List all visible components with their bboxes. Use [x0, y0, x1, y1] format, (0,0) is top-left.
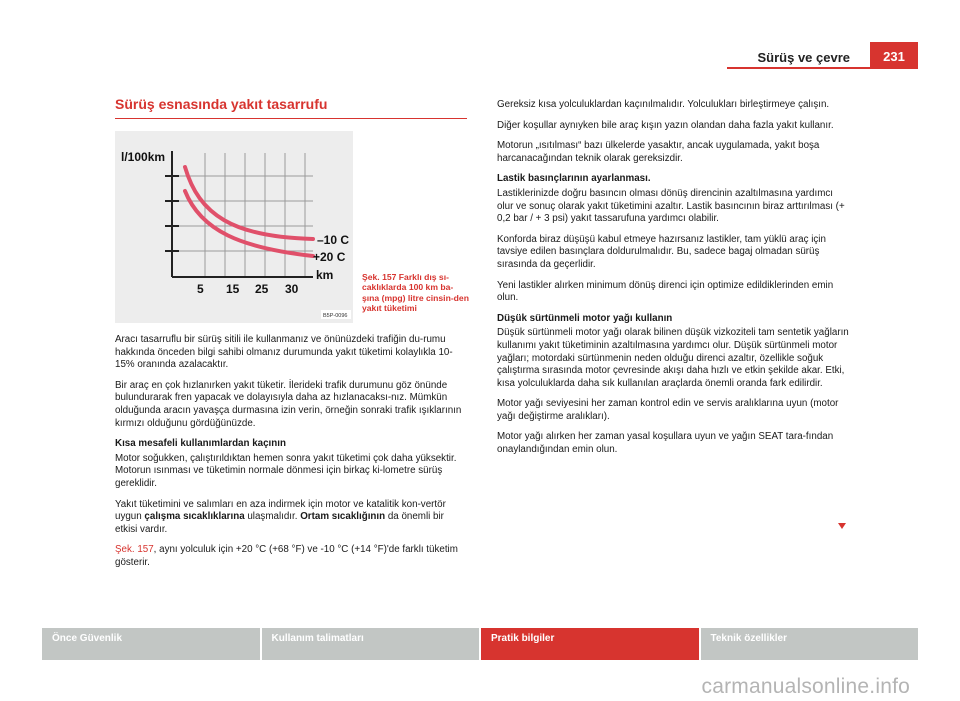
grid — [172, 153, 313, 277]
watermark-bar — [0, 672, 960, 701]
page-number: 231 — [870, 42, 918, 69]
footer-tab-technical[interactable]: Teknik özellikler — [701, 628, 919, 660]
right-column — [497, 99, 849, 465]
subheading: Kısa mesafeli kullanımlardan kaçının — [115, 438, 286, 450]
x-tick-label: 5 — [197, 282, 204, 296]
paragraph: Aracı tasarruflu bir sürüş sitili ile kullanmanız ve önünüzdeki trafiğin du-rumu hakkında önceden bilgi sahibi olmanız durumunda yakıt tüketimi kolaylıkla 10-15% oranında azalacaktır. — [115, 334, 453, 371]
subheading: Düşük sürtünmeli motor yağı kullanın — [497, 312, 673, 324]
x-tick-label: 25 — [255, 282, 269, 296]
footer-nav — [42, 628, 918, 660]
y-axis-label: l/100km — [121, 150, 166, 164]
left-column — [115, 334, 467, 578]
text-run: Yakıt tüketimini ve salımları en aza indirmek için motor ve katalitik kon-vertör uygun — [115, 498, 446, 523]
x-tick-label: 15 — [226, 282, 240, 296]
header-title: Sürüş ve çevre — [757, 50, 850, 65]
figure-caption: Şek. 157 Farklı dış sı-caklıklarda 100 km ba-şına (mpg) litre cinsin-den yakıt tüketimi — [362, 272, 469, 314]
text-run: , aynı yolculuk için +20 °C (+68 °F) ve -10 °C (+14 °F)'de farklı tüketim gösterir. — [115, 544, 458, 568]
curve-minus-10c — [185, 167, 313, 239]
label-minus-10c: –10 C — [317, 233, 350, 247]
x-axis-label: km — [316, 268, 334, 282]
figure-reference-link[interactable]: Şek. 157 — [115, 544, 154, 556]
footer-tab-operation[interactable]: Kullanım talimatları — [262, 628, 480, 660]
paragraph: Gereksiz kısa yolculuklardan kaçınılmalıdır. Yolculukları birleştirmeye çalışın. — [497, 99, 830, 110]
consumption-diagram — [115, 131, 353, 323]
paragraph: Yeni lastikler alırken minimum dönüş direnci için optimize edildiklerinden emin olun. — [497, 279, 834, 304]
section-title: Sürüş esnasında yakıt tasarrufu — [115, 96, 328, 112]
paragraph: Lastiklerinizde doğru basıncın olması dönüş direncinin azaltılmasına yardımcı olur ve sonuç olarak yakıt tüketimini azaltır. Lastik basıncının biraz arttırılması (+ 0,2 bar / + 3 psi) yakıt tassarufuna yardımcı olabilir. — [497, 187, 845, 225]
bold-term: Ortam sıcaklığının — [300, 511, 386, 523]
consumption-figure — [115, 131, 353, 323]
section-rule — [115, 118, 467, 119]
paragraph: Motor soğukken, çalıştırıldıktan hemen sonra yakıt tüketimi çok daha yüksektir. Motorun ısınması ve tüketimin normale dönmesi için birkaç ki-lometre sürüş gereklidir. — [115, 452, 457, 489]
paragraph — [115, 499, 467, 537]
paragraph — [115, 544, 467, 569]
x-tick-label: 30 — [285, 282, 299, 296]
subheading: Lastik basınçlarının ayarlanması. — [497, 173, 651, 185]
paragraph: Düşük sürtünmeli motor yağı olarak bilinen düşük vizkoziteli tam sentetik yağların kullanımı yakıt tüketiminin azaltılmasına yardımcı olur. Düşük sürtünmeli motor yağları; motordaki sürtünmenin neden olduğu direnci azaltır, özellikle soğuk çalıştırma sırasında motor çevresinde akışı daha hızlı ve etkin şekilde akar. Etki, kısa yolculuklarda daha sık kullanılan araçlarda önemli oranda fark edilirdir. — [497, 327, 849, 389]
paragraph: Bir araç en çok hızlanırken yakıt tüketir. İlerideki trafik durumunu göz önünde bulundurarak fren yapacak ve dolayısıyla daha az hızlanacaksı-nız. Mümkün olduğunda aracın yavaşça durmasına izin verin, örneğin sonraki trafik ışıklarının kırmızı olduğunu gördüğünüzde. — [115, 379, 462, 429]
footer-tab-practical[interactable]: Pratik bilgiler — [481, 628, 699, 660]
header-rule — [727, 67, 917, 69]
paragraph: Konforda biraz düşüşü kabul etmeye hazırsanız lastikler, tam yüklü araç için tavsiye edilen basınçlara doldurulmalıdır. Bu, sadece bagaj olmadan sürüş sırasında da geçerlidir. — [497, 233, 826, 270]
label-plus-20c: +20 C — [313, 250, 346, 264]
paragraph: Diğer koşullar aynıyken bile araç kışın yazın olandan daha fazla yakıt kullanır. — [497, 119, 834, 131]
text-run: da önemli bir etkisi vardır. — [115, 511, 444, 535]
paragraph: Motor yağı seviyesini her zaman kontrol edin ve servis aralıklarına uyun (motor yağı değiştirme aralıkları). — [497, 398, 839, 422]
watermark-text: carmanualsonline.info — [701, 675, 910, 698]
paragraph: Motorun „ısıtılması“ bazı ülkelerde yasaktır, ancak uygulamada, yakıt boşa harcanacağından teknik olarak gereksizdir. — [497, 140, 820, 164]
figure-code: B5P-0096 — [323, 313, 348, 319]
bold-term: çalışma sıcaklıklarına — [144, 511, 245, 523]
continue-arrow-icon — [838, 523, 846, 529]
paragraph: Motor yağı alırken her zaman yasal koşullara uyun ve yağın SEAT tara-fından onaylandığından emin olun. — [497, 431, 834, 456]
text-run: ulaşmalıdır. — [244, 511, 301, 523]
footer-tab-safety[interactable]: Önce Güvenlik — [42, 628, 260, 660]
